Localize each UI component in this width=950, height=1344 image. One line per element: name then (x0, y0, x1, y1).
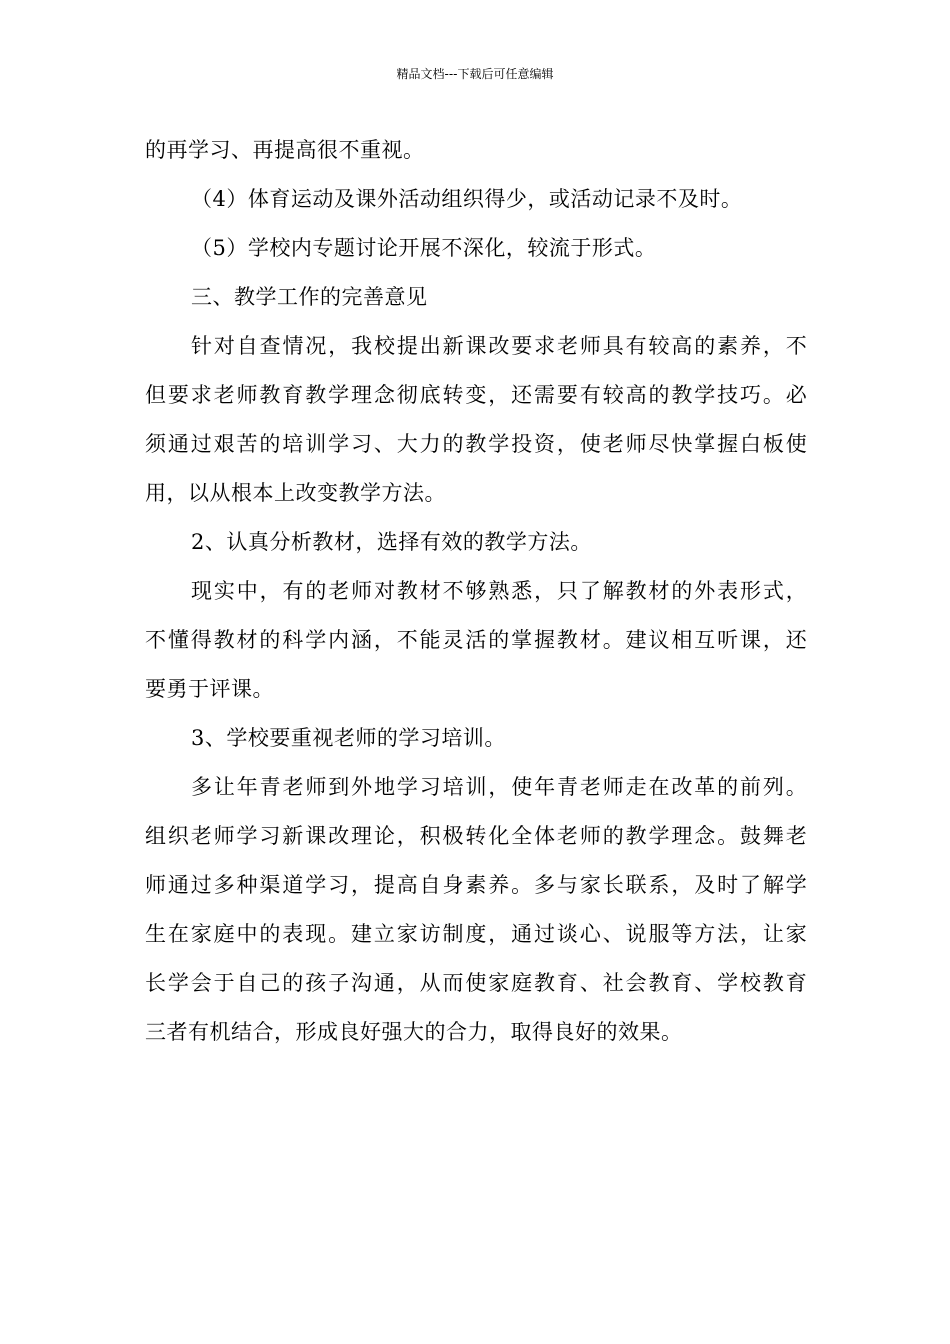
paragraph-line: 长学会于自己的孩子沟通，从而使家庭教育、社会教育、学校教育 (145, 971, 807, 995)
paragraph-line: 多让年青老师到外地学习培训，使年青老师走在改革的前列。 (191, 775, 807, 799)
paragraph-line: 组织老师学习新课改理论，积极转化全体老师的教学理念。鼓舞老 (145, 824, 807, 848)
paragraph-line: 生在家庭中的表现。建立家访制度，通过谈心、说服等方法，让家 (145, 922, 807, 946)
paragraph-line: 的再学习、再提高很不重视。 (145, 138, 425, 162)
paragraph-line: 须通过艰苦的培训学习、大力的教学投资，使老师尽快掌握白板使 (145, 432, 807, 456)
document-body (145, 126, 807, 1057)
paragraph-line: 用，以从根本上改变教学方法。 (145, 481, 446, 505)
paragraph-line: 要勇于评课。 (145, 677, 274, 701)
paragraph-line: 师通过多种渠道学习，提高自身素养。多与家长联系，及时了解学 (145, 873, 807, 897)
section-heading: 三、教学工作的完善意见 (191, 285, 428, 309)
paragraph-line: 现实中，有的老师对教材不够熟悉，只了解教材的外表形式， (191, 579, 807, 603)
paragraph-line: （5）学校内专题讨论开展不深化，较流于形式。 (191, 236, 657, 260)
paragraph-line: （4）体育运动及课外活动组织得少，或活动记录不及时。 (191, 187, 743, 211)
subsection-heading: 3、学校要重视老师的学习培训。 (191, 726, 506, 750)
page-header: 精品文档---下载后可任意编辑 (396, 67, 554, 81)
subsection-heading: 2、认真分析教材，选择有效的教学方法。 (191, 530, 592, 554)
paragraph-line: 不懂得教材的科学内涵，不能灵活的掌握教材。建议相互听课，还 (145, 628, 807, 652)
paragraph-line: 三者有机结合，形成良好强大的合力，取得良好的效果。 (145, 1020, 683, 1044)
paragraph-line: 针对自查情况，我校提出新课改要求老师具有较高的素养，不 (191, 334, 807, 358)
paragraph-line: 但要求老师教育教学理念彻底转变，还需要有较高的教学技巧。必 (145, 383, 807, 407)
